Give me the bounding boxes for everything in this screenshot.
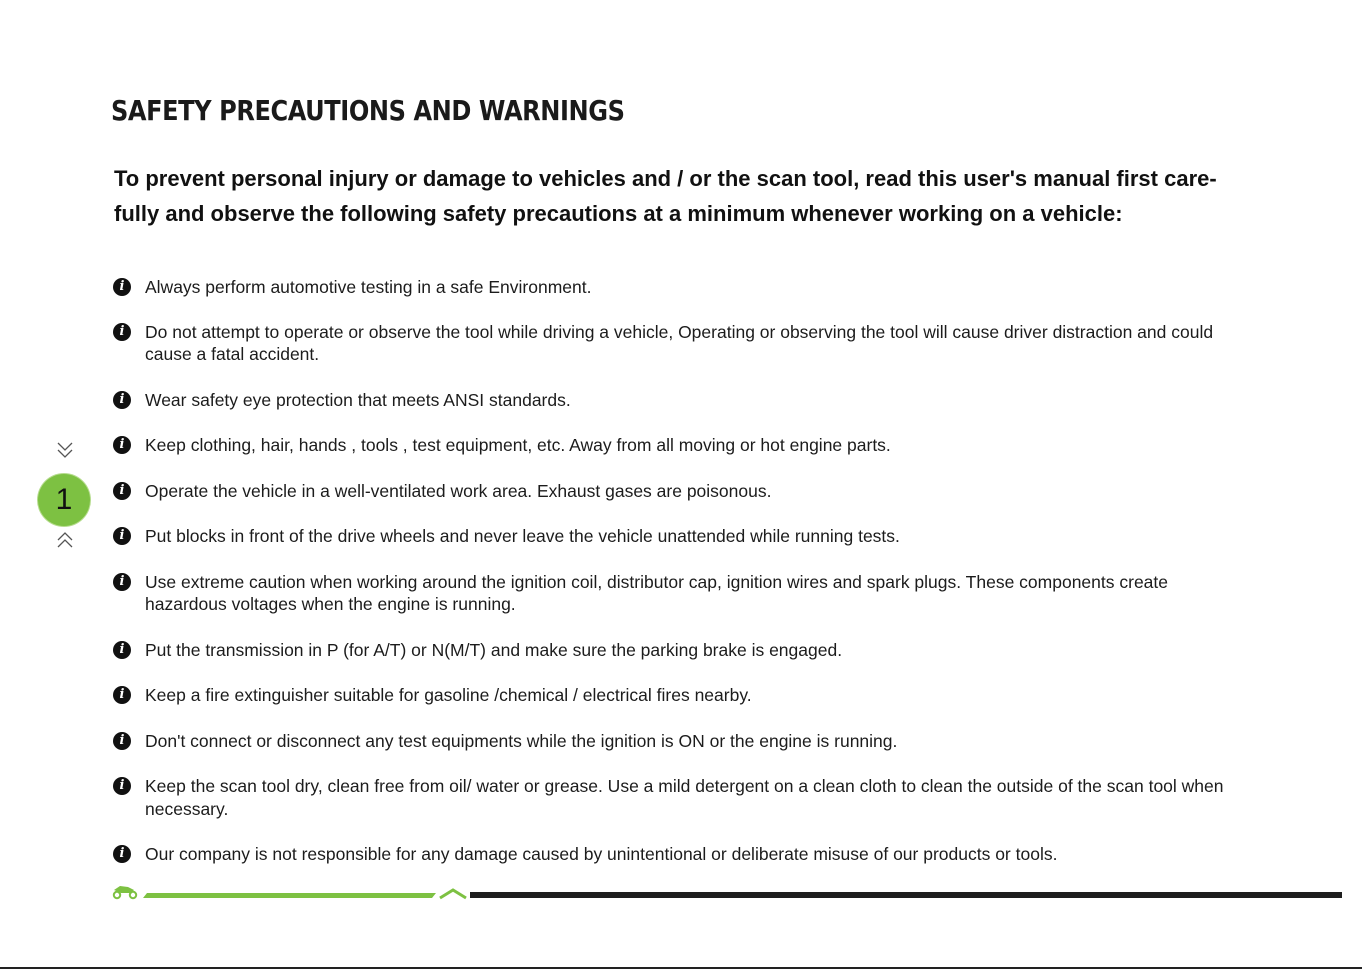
precaution-text: Wear safety eye protection that meets ANSI standards. [145, 389, 571, 410]
precaution-text: Put the transmission in P (for A/T) or N(M/T) and make sure the parking brake is engaged. [145, 639, 843, 660]
list-item [112, 684, 1252, 707]
precaution-text: Use extreme caution when working around the ignition coil, distributor cap, ignition wires and spark plugs. These components create hazardous voltages when the engine is running. [145, 571, 1169, 614]
info-icon: i [113, 732, 131, 750]
precaution-text: Keep a fire extinguisher suitable for gasoline /chemical / electrical fires nearby. [145, 685, 752, 705]
precautions-list [112, 276, 1252, 866]
intro-paragraph: To prevent personal injury or damage to vehicles and / or the scan tool, read this user's manual first care-fully and observe the following safety precautions at a minimum whenever working on a vehicle: [114, 166, 1217, 226]
info-icon: i [113, 527, 131, 545]
precaution-text: Keep clothing, hair, hands , tools , test equipment, etc. Away from all moving or hot engine parts. [145, 435, 891, 455]
info-icon: i [113, 845, 131, 863]
precaution-text: Operate the vehicle in a well-ventilated work area. Exhaust gases are poisonous. [145, 480, 772, 501]
page-bottom-border [0, 967, 1362, 969]
info-icon: i [113, 278, 131, 296]
list-item [112, 321, 1252, 366]
list-item [112, 480, 1252, 503]
precaution-text: Keep the scan tool dry, clean free from oil/ water or grease. Use a mild detergent on a clean cloth to clean the outside of the scan tool when necessary. [145, 776, 1224, 819]
precaution-text: Do not attempt to operate or observe the tool while driving a vehicle, Operating or observing the tool will cause driver distraction and could cause a fatal accident. [145, 321, 1214, 364]
info-icon: i [113, 323, 131, 341]
info-icon: i [113, 391, 131, 409]
list-item [112, 434, 1252, 457]
info-icon: i [113, 573, 131, 591]
list-item [112, 525, 1252, 548]
precaution-text: Put blocks in front of the drive wheels and never leave the vehicle unattended while running tests. [145, 526, 900, 546]
list-item [112, 843, 1252, 866]
double-chevron-down-icon[interactable] [56, 440, 74, 464]
precaution-text: Always perform automotive testing in a safe Environment. [145, 277, 592, 297]
footer-rule [0, 880, 1362, 906]
page-title: SAFETY PRECAUTIONS AND WARNINGS [111, 94, 625, 127]
list-item [112, 730, 1252, 753]
list-item [112, 571, 1252, 616]
motorcycle-icon [114, 886, 136, 898]
precaution-text: Don't connect or disconnect any test equipments while the ignition is ON or the engine is running. [145, 730, 898, 751]
page-navigator [37, 440, 93, 556]
page-number-badge: 1 [38, 474, 90, 526]
list-item [112, 775, 1252, 820]
precaution-text: Our company is not responsible for any damage caused by unintentional or deliberate misuse of our products or tools. [145, 844, 1058, 864]
list-item [112, 276, 1252, 299]
info-icon: i [113, 686, 131, 704]
info-icon: i [113, 482, 131, 500]
list-item [112, 639, 1252, 662]
double-chevron-up-icon[interactable] [56, 529, 74, 553]
info-icon: i [113, 777, 131, 795]
info-icon: i [113, 436, 131, 454]
info-icon: i [113, 641, 131, 659]
list-item [112, 389, 1252, 412]
